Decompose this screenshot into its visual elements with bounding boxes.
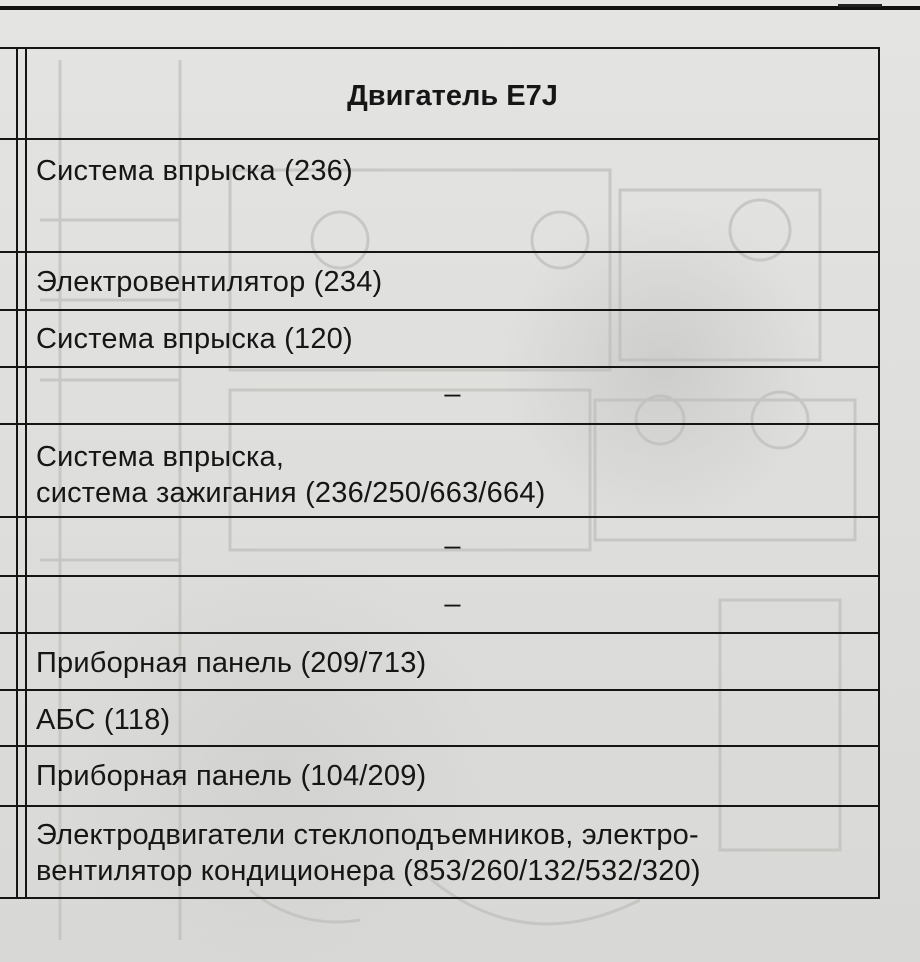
table-cell-row-10: Приборная панель (104/209) bbox=[36, 760, 427, 792]
table-right-border bbox=[878, 47, 880, 897]
table-row-divider bbox=[0, 689, 880, 691]
table-row-divider bbox=[0, 251, 880, 253]
table-row-divider bbox=[0, 423, 880, 425]
table-cell-row-9: АБС (118) bbox=[36, 704, 171, 736]
table-row-divider bbox=[0, 745, 880, 747]
table-cell-row-5-line-1: Система впрыска, bbox=[36, 441, 285, 473]
table-cell-row-1: Система впрыска (236) bbox=[36, 155, 353, 187]
table-cell-row-6-dash: – bbox=[444, 530, 461, 562]
page-top-rule bbox=[0, 6, 920, 10]
table-row-divider bbox=[0, 47, 880, 49]
table-row-divider bbox=[0, 632, 880, 634]
table-header-engine: Двигатель E7J bbox=[347, 80, 558, 112]
table-row-divider bbox=[0, 805, 880, 807]
table-row-divider bbox=[0, 309, 880, 311]
table-row-divider bbox=[0, 366, 880, 368]
table-cell-row-8: Приборная панель (209/713) bbox=[36, 647, 427, 679]
page-number-mark bbox=[838, 0, 882, 7]
table-cell-row-5-line-2: система зажигания (236/250/663/664) bbox=[36, 477, 546, 509]
table-column-divider bbox=[25, 47, 27, 897]
table-row-divider bbox=[0, 575, 880, 577]
table-cell-row-3: Система впрыска (120) bbox=[36, 323, 353, 355]
table-cell-row-11-line-1: Электродвигатели стеклоподъемников, электро- bbox=[36, 819, 699, 851]
table-cell-row-2: Электровентилятор (234) bbox=[36, 266, 383, 298]
table-bottom-border bbox=[0, 897, 880, 899]
table-left-border bbox=[16, 47, 18, 897]
table-cell-row-11-line-2: вентилятор кондиционера (853/260/132/532/320) bbox=[36, 855, 701, 887]
table-row-divider bbox=[0, 138, 880, 140]
table-row-divider bbox=[0, 516, 880, 518]
table-cell-row-4-dash: – bbox=[444, 378, 461, 410]
table-cell-row-7-dash: – bbox=[444, 588, 461, 620]
